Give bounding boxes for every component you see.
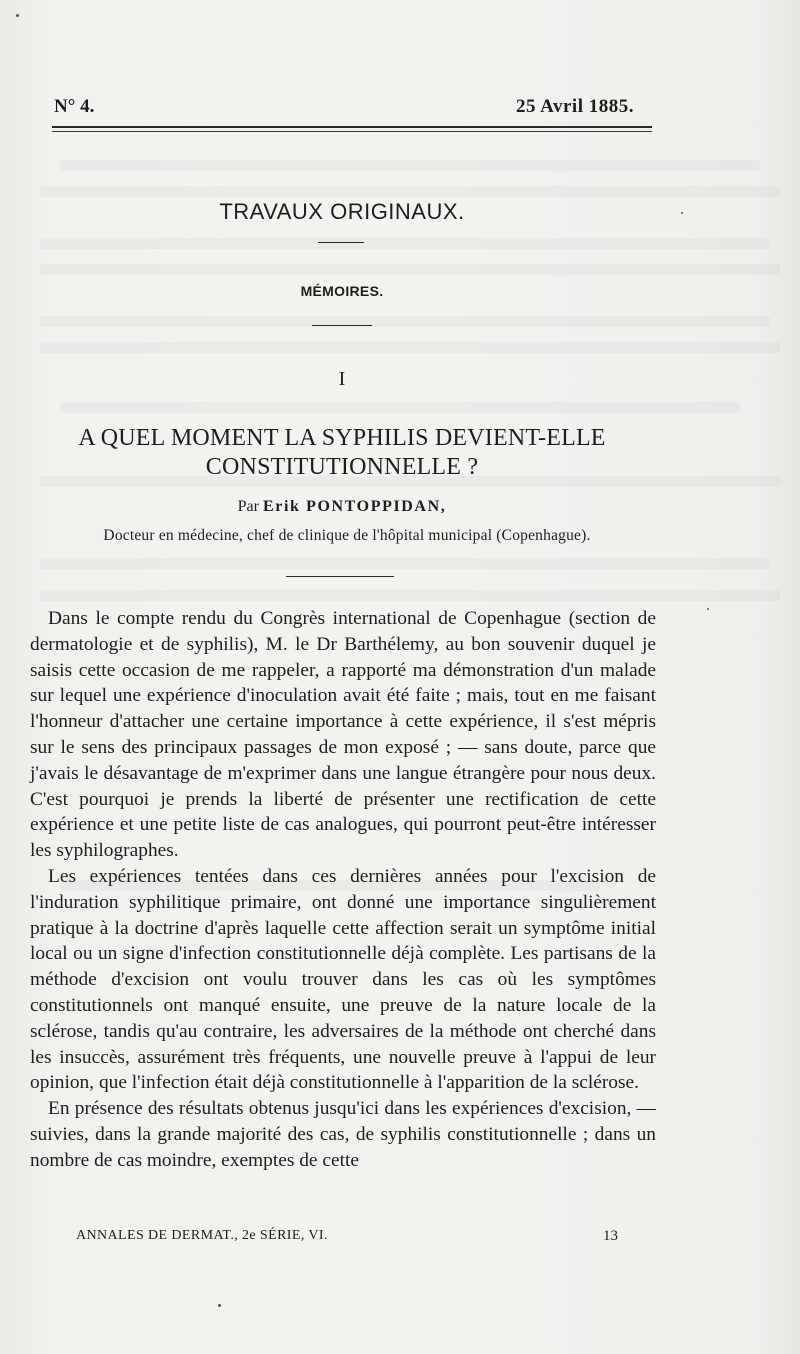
article-title-line-1: A QUEL MOMENT LA SYPHILIS DEVIENT-ELLE (78, 425, 606, 451)
byline-prefix: Par (237, 498, 259, 515)
subsection-divider (312, 325, 372, 326)
byline (52, 498, 632, 516)
paragraph-3: En présence des résultats obtenus jusqu'ici dans les expériences d'excision, — suivies, dans la grande majorité des cas, de syphilis constitutionnelle ; dans un nombre de cas moindre, exemptes de cette (30, 1098, 656, 1171)
issue-date: 25 Avril 1885. (515, 96, 634, 117)
article-body (30, 606, 656, 1174)
paragraph-1: Dans le compte rendu du Congrès international de Copenhague (section de dermatologie et de syphilis), M. le Dr Barthélemy, au bon souvenir duquel je saisis cette occasion de me rappeler, a rapporté ma démonstration d'un malade sur lequel une expérience d'inoculation avait été faite ; mais, tout en me faisant l'honneur d'attacher une certaine importance à cette expérience, il s'est mépris sur le sens des principaux passages de mon exposé ; — sans doute, parce que j'avais le désavantage de m'exprimer dans une langue étrangère pour nous deux. C'est pourquoi je prends la liberté de présenter une rectification de cette expérience et une petite liste de cas analogues, qui pourront peut-être intéresser les syphilographes. (30, 608, 656, 862)
section-title: TRAVAUX ORIGINAUX. (219, 199, 465, 224)
article-title (52, 424, 632, 482)
header-rule-thick (52, 126, 652, 128)
author-affiliation: Docteur en médecine, chef de clinique de l'hôpital municipal (Copenhague). (103, 527, 591, 544)
header-rule-thin (52, 131, 652, 132)
subsection-title: MÉMOIRES. (300, 283, 384, 299)
paragraph-2: Les expériences tentées dans ces dernières années pour l'excision de l'induration syphilitique primaire, ont donné une importance singulièrement pratique à la doctrine d'après laquelle cette affection serait un symptôme initial local ou un signe d'infection constitutionnelle déjà complète. Les partisans de la méthode d'excision ont voulu trouver dans les cas où les symptômes constitutionnels ont manqué ensuite, une preuve de la nature locale de la sclérose, tandis qu'au contraire, les adversaires de la méthode ont cherché dans les insuccès, assurément très fréquents, une nouvelle preuve à l'appui de leur opinion, que l'infection était déjà constitutionnelle à l'apparition de la sclérose. (30, 865, 656, 1094)
author-name: Erik PONTOPPIDAN, (262, 498, 447, 515)
issue-number: N° 4. (54, 96, 95, 117)
print-speck (16, 14, 19, 17)
print-speck (681, 212, 683, 214)
byline-divider (286, 576, 394, 577)
section-divider (318, 242, 364, 243)
print-speck (707, 608, 709, 610)
article-title-line-2: CONSTITUTIONNELLE ? (205, 454, 479, 480)
print-speck (218, 1304, 221, 1307)
journal-signature: ANNALES DE DERMAT., 2e SÉRIE, VI. (76, 1228, 328, 1243)
page-footer (76, 1228, 618, 1248)
article-number: I (338, 368, 346, 390)
page-number: 13 (603, 1228, 618, 1244)
running-header (54, 96, 634, 120)
